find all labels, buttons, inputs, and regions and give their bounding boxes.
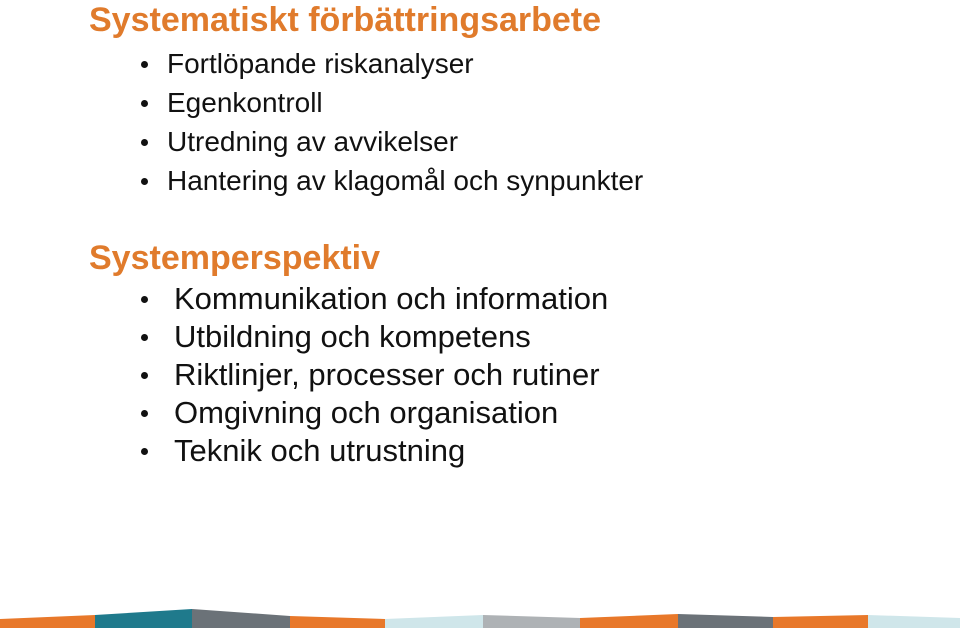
bullet-item: Fortlöpande riskanalyser	[141, 44, 643, 83]
band-segment-gray	[678, 614, 773, 628]
band-segment-orange	[290, 616, 385, 628]
band-segment-orange	[773, 615, 868, 628]
band-segment-light	[385, 615, 483, 628]
band-segment-teal	[95, 609, 192, 628]
decorative-footer-band	[0, 606, 960, 628]
bullet-item: Riktlinjer, processer och rutiner	[141, 356, 608, 394]
bullet-item: Teknik och utrustning	[141, 432, 608, 470]
band-segment-gray	[192, 609, 290, 628]
bullet-item: Hantering av klagomål och synpunkter	[141, 161, 643, 200]
bullet-item: Utredning av avvikelser	[141, 122, 643, 161]
band-segment-light	[868, 615, 960, 628]
bullet-item: Omgivning och organisation	[141, 394, 608, 432]
section-heading-improvement: Systematiskt förbättringsarbete	[89, 1, 602, 39]
band-segment-gray	[483, 615, 580, 628]
improvement-bullet-list	[141, 44, 643, 200]
bullet-item: Kommunikation och information	[141, 280, 608, 318]
system-perspective-bullet-list	[141, 280, 608, 470]
section-heading-system-perspective: Systemperspektiv	[89, 239, 381, 277]
band-segment-orange	[0, 615, 95, 628]
bullet-item: Egenkontroll	[141, 83, 643, 122]
band-segment-orange	[580, 614, 678, 628]
bullet-item: Utbildning och kompetens	[141, 318, 608, 356]
